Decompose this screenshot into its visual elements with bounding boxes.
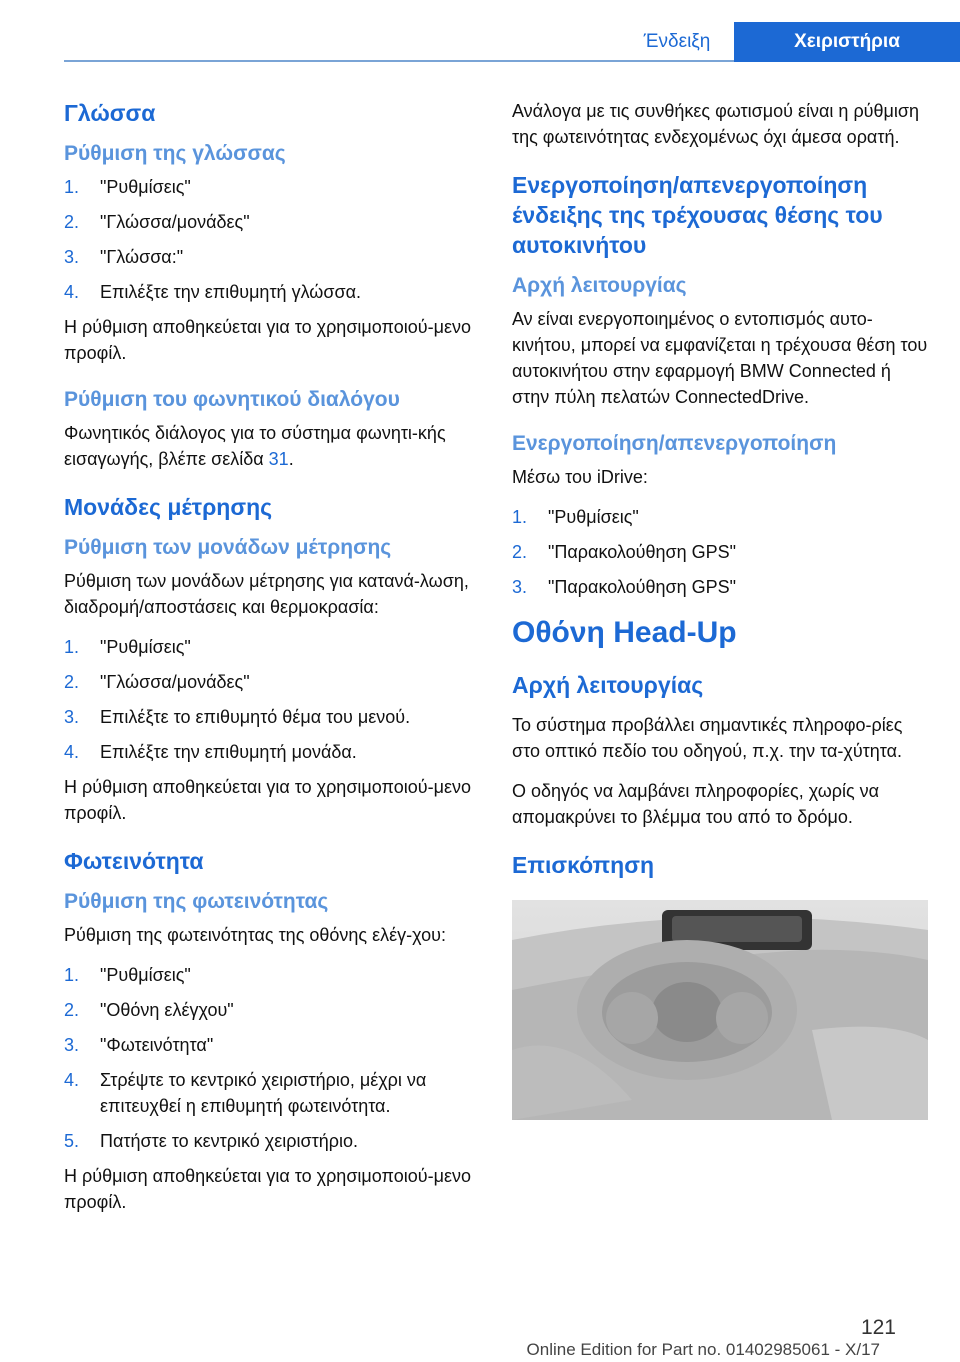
hud-principle-heading: Αρχή λειτουργίας bbox=[512, 672, 704, 698]
units-text: Ρύθμιση των μονάδων μέτρησης για κατανά-λωση, διαδρομή/αποστάσεις και θερμοκρασία: bbox=[64, 571, 469, 617]
list-item: 3. "Φωτεινότητα" bbox=[64, 1035, 214, 1055]
dashboard-illustration-icon bbox=[512, 900, 928, 1120]
hud-title: Οθόνη Head-Up bbox=[512, 616, 737, 649]
hud-illustration bbox=[512, 900, 928, 1120]
language-heading: Γλώσσα bbox=[64, 100, 156, 126]
list-item: 1. "Ρυθμίσεις" bbox=[64, 965, 191, 985]
brightness-note: Η ρύθμιση αποθηκεύεται για το χρησιμοποιού-μενο προφίλ. bbox=[64, 1166, 471, 1212]
list-item: 2. "Οθόνη ελέγχου" bbox=[64, 1000, 234, 1020]
activation-steps bbox=[512, 504, 928, 600]
list-item: 3. "Παρακολούθηση GPS" bbox=[512, 577, 737, 597]
position-heading: Ενεργοποίηση/απενεργοποίηση ένδειξης της τρέχουσας θέσης του αυτοκινήτου bbox=[512, 172, 883, 258]
brightness-heading: Φωτεινότητα bbox=[64, 848, 204, 874]
edition-footer: Online Edition for Part no. 01402985061 - X/17 bbox=[526, 1340, 880, 1359]
units-heading: Μονάδες μέτρησης bbox=[64, 494, 273, 520]
page-number: 121 bbox=[860, 1316, 896, 1339]
tab-controls[interactable]: Χειριστήρια bbox=[734, 22, 960, 62]
list-item: 4. Στρέψτε το κεντρικό χειριστήριο, μέχρι να επιτευχθεί η επιθυμητή φωτεινότητα. bbox=[64, 1070, 427, 1116]
brightness-text: Ρύθμιση της φωτεινότητας της οθόνης ελέγ-χου: bbox=[64, 925, 446, 945]
left-column bbox=[64, 98, 484, 1229]
list-item: 3. "Γλώσσα:" bbox=[64, 247, 184, 267]
page-link[interactable]: 31 bbox=[268, 449, 289, 469]
list-item: 2. "Γλώσσα/μονάδες" bbox=[64, 212, 250, 232]
list-item: 4. Επιλέξτε την επιθυμητή γλώσσα. bbox=[64, 282, 361, 302]
list-item: 1. "Ρυθμίσεις" bbox=[64, 637, 191, 657]
brightness-subheading: Ρύθμιση της φωτεινότητας bbox=[64, 890, 329, 913]
list-item: 1. "Ρυθμίσεις" bbox=[64, 177, 191, 197]
language-note: Η ρύθμιση αποθηκεύεται για το χρησιμοποιού-μενο προφίλ. bbox=[64, 317, 471, 363]
voice-subheading: Ρύθμιση του φωνητικού διαλόγου bbox=[64, 388, 400, 411]
right-column bbox=[512, 98, 928, 1120]
intro-text: Ανάλογα με τις συνθήκες φωτισμού είναι η ρύθμιση της φωτεινότητας ενδεχομένως όχι άμεσα ορατή. bbox=[512, 101, 920, 147]
overview-heading: Επισκόπηση bbox=[512, 852, 654, 878]
units-steps bbox=[64, 634, 484, 765]
list-item: 3. Επιλέξτε το επιθυμητό θέμα του μενού. bbox=[64, 707, 411, 727]
list-item: 5. Πατήστε το κεντρικό χειριστήριο. bbox=[64, 1131, 358, 1151]
hud-text-2: Ο οδηγός να λαμβάνει πληροφορίες, χωρίς να απομακρύνει το βλέμμα του από το δρόμο. bbox=[512, 781, 880, 827]
units-subheading: Ρύθμιση των μονάδων μέτρησης bbox=[64, 536, 392, 559]
list-item: 4. Επιλέξτε την επιθυμητή μονάδα. bbox=[64, 742, 357, 762]
language-steps bbox=[64, 174, 484, 305]
language-subheading: Ρύθμιση της γλώσσας bbox=[64, 142, 286, 165]
activation-text: Μέσω του iDrive: bbox=[512, 467, 648, 487]
list-item: 1. "Ρυθμίσεις" bbox=[512, 507, 639, 527]
activation-subheading: Ενεργοποίηση/απενεργοποίηση bbox=[512, 432, 837, 455]
position-text: Αν είναι ενεργοποιημένος ο εντοπισμός αυτο-κινήτου, μπορεί να εμφανίζεται η τρέχουσα θέση του αυτοκινήτου στην εφαρμογή BMW Connected ή στην πύλη πελατών ConnectedDrive. bbox=[512, 309, 928, 407]
brightness-steps bbox=[64, 962, 484, 1154]
tab-display[interactable]: Ένδειξη bbox=[643, 31, 711, 52]
voice-text: Φωνητικός διάλογος για το σύστημα φωνητι-κής εισαγωγής, βλέπε σελίδα 31. bbox=[64, 423, 446, 469]
position-subheading: Αρχή λειτουργίας bbox=[512, 274, 687, 297]
list-item: 2. "Παρακολούθηση GPS" bbox=[512, 542, 737, 562]
list-item: 2. "Γλώσσα/μονάδες" bbox=[64, 672, 250, 692]
units-note: Η ρύθμιση αποθηκεύεται για το χρησιμοποιού-μενο προφίλ. bbox=[64, 777, 471, 823]
hud-text-1: Το σύστημα προβάλλει σημαντικές πληροφο-ρίες στο οπτικό πεδίο του οδηγού, π.χ. την τα-χύτητα. bbox=[512, 715, 903, 761]
